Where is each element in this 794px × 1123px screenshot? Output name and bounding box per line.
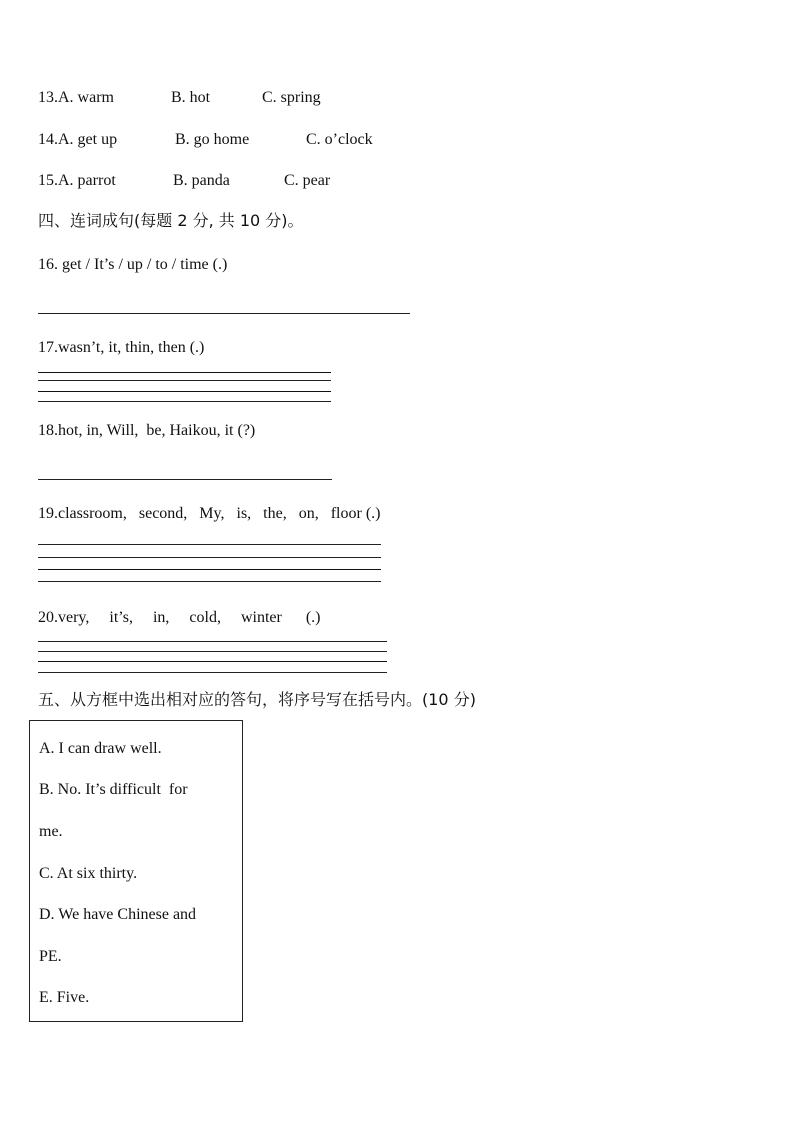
answer-line[interactable] [38, 313, 410, 314]
answer-line [38, 401, 331, 402]
question-14-option-b: B. go home [175, 131, 250, 148]
question-17-prompt: 17.wasn’t, it, thin, then (.) [38, 339, 205, 356]
answer-choice-e: E. Five. [39, 989, 90, 1006]
answer-choice-d: D. We have Chinese and [39, 906, 197, 923]
answer-line [38, 661, 387, 662]
question-15-option-b: B. panda [173, 172, 230, 189]
answer-line [38, 581, 381, 582]
question-18-prompt: 18.hot, in, Will, be, Haikou, it (?) [38, 422, 256, 439]
question-14-option-c: C. o’clock [306, 131, 373, 148]
question-16-prompt: 16. get / It’s / up / to / time (.) [38, 256, 228, 273]
question-15-option-c: C. pear [284, 172, 331, 189]
answer-line [38, 557, 381, 558]
section-4-heading: 四、连词成句(每题 2 分, 共 10 分)。 [38, 211, 304, 230]
question-13-option-c: C. spring [262, 89, 321, 106]
question-15-option-a: 15.A. parrot [38, 172, 116, 189]
question-13-option-b: B. hot [171, 89, 211, 106]
question-14-option-a: 14.A. get up [38, 131, 118, 148]
answer-line[interactable] [38, 479, 332, 480]
answer-choice-b: B. No. It’s difficult for [39, 781, 188, 798]
answer-line [38, 672, 387, 673]
answer-choice-c: C. At six thirty. [39, 865, 138, 882]
answer-line[interactable] [38, 544, 381, 545]
question-19-prompt: 19.classroom, second, My, is, the, on, floor (.) [38, 505, 381, 522]
section-5-heading: 五、从方框中选出相对应的答句，将序号写在括号内。(10 分) [38, 690, 476, 709]
answer-choice-a: A. I can draw well. [39, 740, 162, 757]
answer-choice-b-continued: me. [39, 823, 63, 840]
answer-line [38, 391, 331, 392]
answer-line[interactable] [38, 372, 331, 373]
answer-line [38, 380, 331, 381]
answer-line [38, 569, 381, 570]
answer-line[interactable] [38, 641, 387, 642]
question-13-option-a: 13.A. warm [38, 89, 114, 106]
answer-choice-d-continued: PE. [39, 948, 62, 965]
question-20-prompt: 20.very, it’s, in, cold, winter (.) [38, 609, 321, 626]
answer-choices-box [29, 720, 243, 1022]
answer-line [38, 651, 387, 652]
